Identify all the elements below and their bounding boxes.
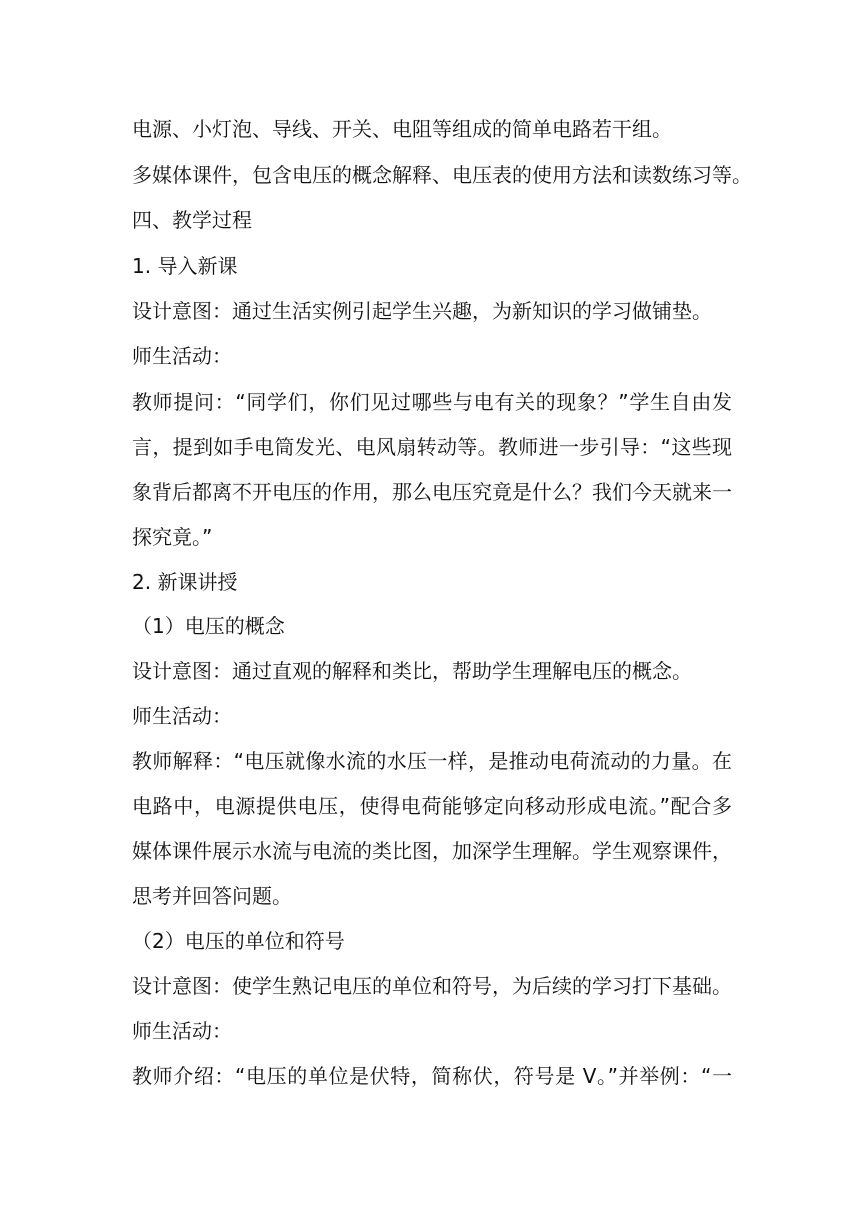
concept-paragraph-line-2: 电路中，电源提供电压，使得电荷能够定向移动形成电流。”配合多 <box>132 794 732 818</box>
subsection-heading-intro: 1. 导入新课 <box>132 254 238 278</box>
concept-design-intent: 设计意图：通过直观的解释和类比，帮助学生理解电压的概念。 <box>132 659 692 683</box>
intro-paragraph-line-1: 教师提问：“同学们，你们见过哪些与电有关的现象？”学生自由发 <box>132 390 732 414</box>
concept-paragraph-line-3: 媒体课件展示水流与电流的类比图，加深学生理解。学生观察课件， <box>132 839 732 863</box>
unit-paragraph-line-1: 教师介绍：“电压的单位是伏特，简称伏，符号是 V。”并举例：“一 <box>132 1064 732 1088</box>
subsection-heading-new-lesson: 2. 新课讲授 <box>132 570 238 594</box>
concept-activity-label: 师生活动： <box>132 704 232 728</box>
concept-paragraph-line-1: 教师解释：“电压就像水流的水压一样，是推动电荷流动的力量。在 <box>132 749 732 773</box>
topic-heading-unit-symbol: （2）电压的单位和符号 <box>132 929 345 953</box>
topic-heading-voltage-concept: （1）电压的概念 <box>132 614 285 638</box>
section-heading-teaching-process: 四、教学过程 <box>132 208 252 232</box>
concept-paragraph-line-4: 思考并回答问题。 <box>132 884 292 908</box>
intro-paragraph-line-2: 言，提到如手电筒发光、电风扇转动等。教师进一步引导：“这些现 <box>132 435 732 459</box>
intro-paragraph-line-4: 探究竟。” <box>132 525 213 549</box>
intro-paragraph-line-3: 象背后都离不开电压的作用，那么电压究竟是什么？我们今天就来一 <box>132 480 732 504</box>
materials-courseware-line: 多媒体课件，包含电压的概念解释、电压表的使用方法和读数练习等。 <box>132 163 752 187</box>
unit-design-intent: 设计意图：使学生熟记电压的单位和符号，为后续的学习打下基础。 <box>132 974 732 998</box>
unit-activity-label: 师生活动： <box>132 1019 232 1043</box>
intro-activity-label: 师生活动： <box>132 344 232 368</box>
intro-design-intent: 设计意图：通过生活实例引起学生兴趣，为新知识的学习做铺垫。 <box>132 299 712 323</box>
materials-circuit-line: 电源、小灯泡、导线、开关、电阻等组成的简单电路若干组。 <box>132 117 672 141</box>
